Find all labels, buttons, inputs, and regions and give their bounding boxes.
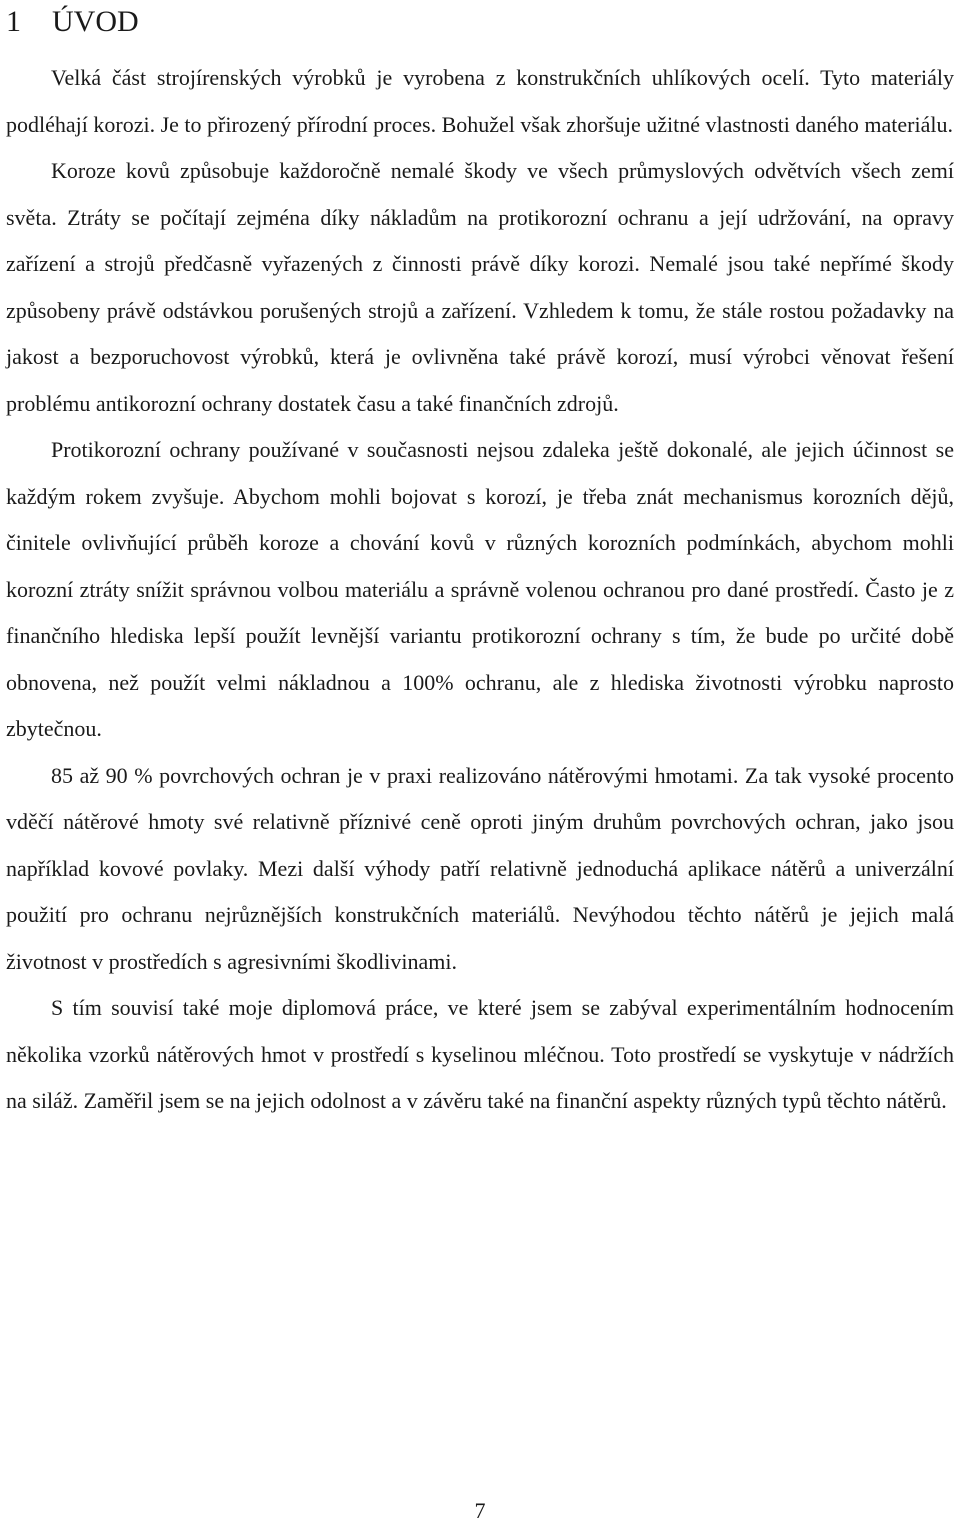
paragraph-5: S tím souvisí také moje diplomová práce, ve které jsem se zabýval experimentálním hodnocením několika vzorků nátěrových hmot v prostředí s kyselinou mléčnou. Toto prostředí se vyskytuje v nádržích na siláž. Zaměřil jsem se na jejich odolnost a v závěru také na finanční aspekty různých typů těchto nátěrů.	[6, 995, 954, 1113]
page-number: 7	[474, 1498, 486, 1523]
section-title: ÚVOD	[52, 5, 139, 38]
section-number: 1	[6, 5, 21, 38]
section-heading	[6, 2, 139, 42]
body-text	[6, 55, 954, 1125]
paragraph-4: 85 až 90 % povrchových ochran je v praxi realizováno nátěrovými hmotami. Za tak vysoké procento vděčí nátěrové hmoty své relativně příznivé ceně oproti jiným druhům povrchových ochran, jako jsou například kovové povlaky. Mezi další výhody patří relativně jednoduchá aplikace nátěrů a univerzální použití pro ochranu nejrůznějších konstrukčních materiálů. Nevýhodou těchto nátěrů je jejich malá životnost v prostředích s agresivními škodlivinami.	[6, 762, 954, 974]
paragraph-3: Protikorozní ochrany používané v současnosti nejsou zdaleka ještě dokonalé, ale jejich účinnost se každým rokem zvyšuje. Abychom mohli bojovat s korozí, je třeba znát mechanismus korozních dějů, činitele ovlivňující průběh koroze a chování kovů v různých korozních podmínkách, abychom mohli korozní ztráty snížit správnou volbou materiálu a správně volenou ochranou pro dané prostředí. Často je z finančního hlediska lepší použít levnější variantu protikorozní ochrany s tím, že bude po určité době obnovena, než použít velmi nákladnou a 100% ochranu, ale z hlediska životnosti výrobku naprosto zbytečnou.	[6, 437, 954, 741]
paragraph-1: Velká část strojírenských výrobků je vyrobena z konstrukčních uhlíkových ocelí. Tyto materiály podléhají korozi. Je to přirozený přírodní proces. Bohužel však zhoršuje užitné vlastnosti daného materiálu.	[6, 65, 954, 137]
paragraph-2: Koroze kovů způsobuje každoročně nemalé škody ve všech průmyslových odvětvích všech zemí světa. Ztráty se počítají zejména díky nákladům na protikorozní ochranu a její udržování, na opravy zařízení a strojů předčasně vyřazených z činnosti právě díky korozi. Nemalé jsou také nepřímé škody způsobeny právě odstávkou porušených strojů a zařízení. Vzhledem k tomu, že stále rostou požadavky na jakost a bezporuchovost výrobků, která je ovlivněna také právě korozí, musí výrobci věnovat řešení problému antikorozní ochrany dostatek času a také finančních zdrojů.	[6, 158, 954, 416]
